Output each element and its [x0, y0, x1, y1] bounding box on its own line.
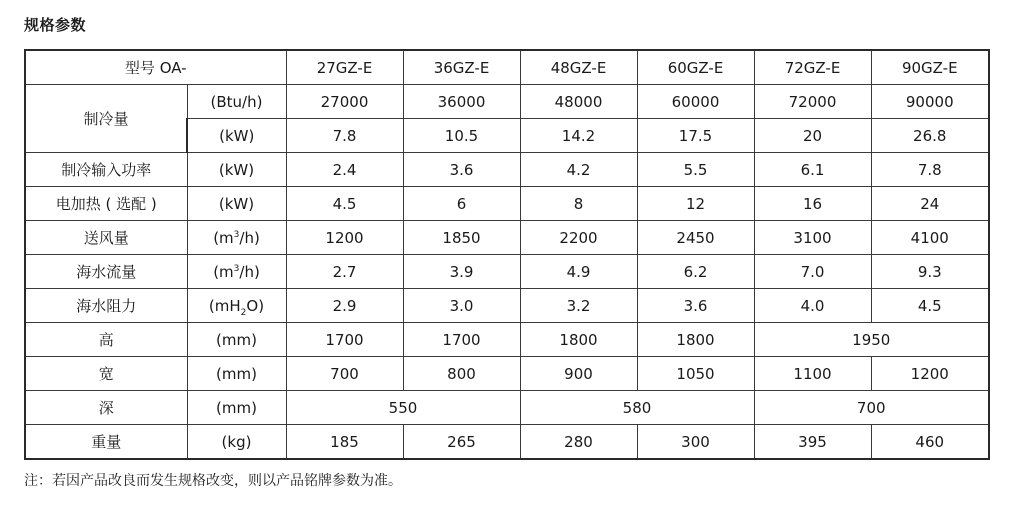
unit-cell: [187, 221, 286, 255]
unit-suffix: O): [246, 296, 265, 315]
value-cell: 2200: [520, 221, 637, 255]
unit-cell: (kg): [187, 425, 286, 460]
value-cell: 8: [520, 187, 637, 221]
value-cell: 3.2: [520, 289, 637, 323]
value-cell: 4.5: [871, 289, 989, 323]
model-header-cell: 36GZ-E: [403, 50, 520, 85]
value-cell: 10.5: [403, 119, 520, 153]
unit-cell: (Btu/h): [187, 85, 286, 119]
value-cell: 60000: [637, 85, 754, 119]
unit-prefix: (mH: [208, 296, 241, 315]
page-title: 规格参数: [24, 16, 87, 34]
unit-superscript: 3: [233, 229, 240, 240]
row-label-airflow: 送风量: [25, 221, 187, 255]
value-cell: 90000: [871, 85, 989, 119]
value-cell: 185: [286, 425, 403, 460]
value-cell: 7.8: [871, 153, 989, 187]
row-label-weight: 重量: [25, 425, 187, 460]
value-cell: 12: [637, 187, 754, 221]
unit-prefix: (m: [213, 228, 234, 247]
value-cell: 1800: [637, 323, 754, 357]
value-cell: 4.5: [286, 187, 403, 221]
footnote: 注：若因产品改良而发生规格改变，则以产品铭牌参数为准。: [24, 473, 402, 489]
row-label-power-input: 制冷输入功率: [25, 153, 187, 187]
value-cell: 5.5: [637, 153, 754, 187]
value-cell: 1700: [403, 323, 520, 357]
value-cell: 20: [754, 119, 871, 153]
value-cell: 6.2: [637, 255, 754, 289]
unit-cell: (mm): [187, 323, 286, 357]
value-cell: 1800: [520, 323, 637, 357]
unit-cell: (kW): [187, 153, 286, 187]
value-cell: 3100: [754, 221, 871, 255]
table-row: [25, 323, 989, 357]
value-cell: 17.5: [637, 119, 754, 153]
model-label-cell: 型号 OA-: [25, 50, 286, 85]
value-cell: 2450: [637, 221, 754, 255]
value-cell: 550: [286, 391, 520, 425]
value-cell: 800: [403, 357, 520, 391]
value-cell: 280: [520, 425, 637, 460]
value-cell: 4.9: [520, 255, 637, 289]
value-cell: 27000: [286, 85, 403, 119]
value-cell: 2.9: [286, 289, 403, 323]
value-cell: 14.2: [520, 119, 637, 153]
model-header-cell: 90GZ-E: [871, 50, 989, 85]
model-header-cell: 27GZ-E: [286, 50, 403, 85]
value-cell: 900: [520, 357, 637, 391]
unit-superscript: 3: [233, 263, 240, 274]
table-row: [25, 85, 989, 119]
unit-suffix: /h): [239, 228, 260, 247]
value-cell: 580: [520, 391, 754, 425]
value-cell: 3.0: [403, 289, 520, 323]
value-cell: 1700: [286, 323, 403, 357]
value-cell: 24: [871, 187, 989, 221]
unit-cell: (mm): [187, 391, 286, 425]
unit-cell: [187, 255, 286, 289]
header-row: [25, 50, 989, 85]
value-cell: 700: [754, 391, 989, 425]
model-header-cell: 48GZ-E: [520, 50, 637, 85]
row-label-seawater-resistance: 海水阻力: [25, 289, 187, 323]
unit-cell: (kW): [187, 119, 286, 153]
unit-cell: (mm): [187, 357, 286, 391]
table-row: [25, 357, 989, 391]
unit-cell: (kW): [187, 187, 286, 221]
table-row: [25, 425, 989, 460]
value-cell: 7.8: [286, 119, 403, 153]
value-cell: 1950: [754, 323, 989, 357]
table-row: [25, 187, 989, 221]
row-label-electric-heat: 电加热 ( 选配 ): [25, 187, 187, 221]
value-cell: 3.6: [403, 153, 520, 187]
table-row: [25, 221, 989, 255]
value-cell: 6.1: [754, 153, 871, 187]
value-cell: 26.8: [871, 119, 989, 153]
value-cell: 300: [637, 425, 754, 460]
table-row: [25, 289, 989, 323]
model-header-cell: 72GZ-E: [754, 50, 871, 85]
row-label-depth: 深: [25, 391, 187, 425]
value-cell: 4100: [871, 221, 989, 255]
value-cell: 1050: [637, 357, 754, 391]
value-cell: 7.0: [754, 255, 871, 289]
row-label-height: 高: [25, 323, 187, 357]
value-cell: 72000: [754, 85, 871, 119]
value-cell: 1100: [754, 357, 871, 391]
value-cell: 4.0: [754, 289, 871, 323]
value-cell: 2.4: [286, 153, 403, 187]
row-label-width: 宽: [25, 357, 187, 391]
table-row: [25, 153, 989, 187]
value-cell: 460: [871, 425, 989, 460]
value-cell: 1200: [286, 221, 403, 255]
unit-cell: [187, 289, 286, 323]
value-cell: 265: [403, 425, 520, 460]
value-cell: 1200: [871, 357, 989, 391]
value-cell: 36000: [403, 85, 520, 119]
value-cell: 395: [754, 425, 871, 460]
spec-table: [24, 49, 990, 460]
value-cell: 700: [286, 357, 403, 391]
value-cell: 2.7: [286, 255, 403, 289]
model-header-cell: 60GZ-E: [637, 50, 754, 85]
value-cell: 4.2: [520, 153, 637, 187]
unit-subscript: 2: [240, 307, 247, 318]
value-cell: 3.9: [403, 255, 520, 289]
value-cell: 6: [403, 187, 520, 221]
table-row: [25, 255, 989, 289]
value-cell: 1850: [403, 221, 520, 255]
row-label-cooling: 制冷量: [25, 85, 187, 153]
unit-prefix: (m: [213, 262, 234, 281]
unit-suffix: /h): [239, 262, 260, 281]
value-cell: 9.3: [871, 255, 989, 289]
value-cell: 48000: [520, 85, 637, 119]
row-label-seawater-flow: 海水流量: [25, 255, 187, 289]
table-row: [25, 391, 989, 425]
value-cell: 16: [754, 187, 871, 221]
value-cell: 3.6: [637, 289, 754, 323]
